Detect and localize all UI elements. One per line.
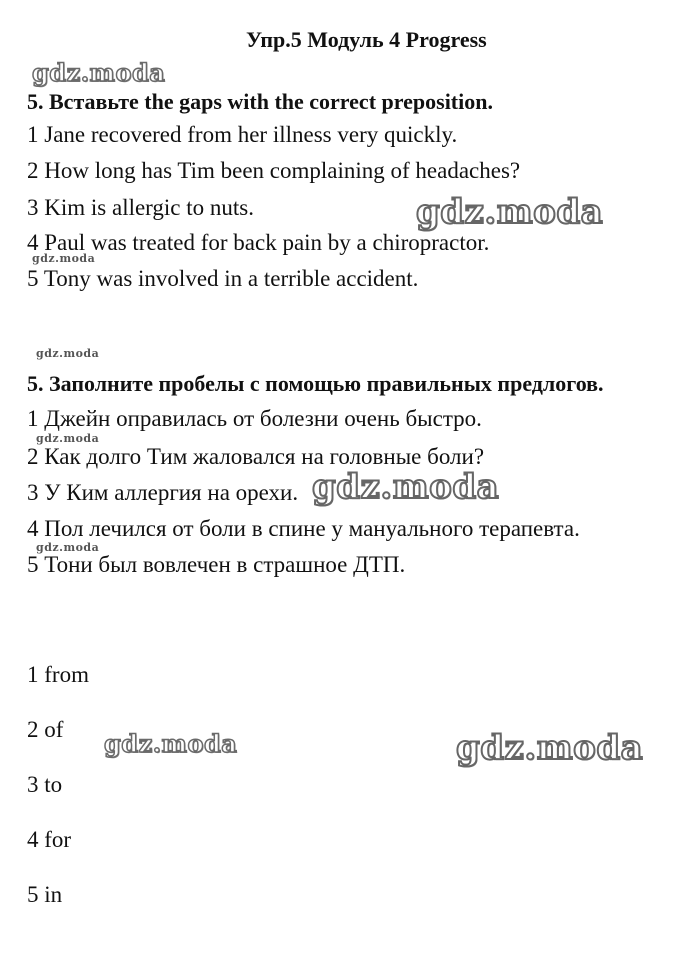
watermark-logo: gdz.moda bbox=[456, 728, 644, 768]
answer-3: 3 to bbox=[27, 772, 63, 797]
russian-line-2: 2 Как долго Тим жаловался на головные боли? bbox=[27, 444, 485, 469]
watermark-logo: gdz.moda bbox=[32, 58, 166, 87]
watermark-logo: gdz.moda bbox=[32, 252, 96, 265]
english-line-3: 3 Kim is allergic to nuts. bbox=[27, 195, 255, 220]
watermark-logo: gdz.moda bbox=[104, 729, 238, 758]
watermark-logo: gdz.moda bbox=[36, 541, 100, 554]
answer-2: 2 of bbox=[27, 717, 64, 742]
watermark-logo: gdz.moda bbox=[416, 192, 604, 232]
russian-line-5: 5 Тони был вовлечен в страшное ДТП. bbox=[27, 552, 406, 577]
watermark-logo: gdz.moda bbox=[312, 467, 500, 507]
answer-4: 4 for bbox=[27, 827, 72, 852]
english-line-1: 1 Jane recovered from her illness very quickly. bbox=[27, 122, 458, 147]
english-line-5: 5 Tony was involved in a terrible accident. bbox=[27, 266, 419, 291]
page-title: Упр.5 Модуль 4 Progress bbox=[246, 27, 487, 52]
russian-line-1: 1 Джейн оправилась от болезни очень быстро. bbox=[27, 406, 482, 431]
russian-line-3: 3 У Ким аллергия на орехи. bbox=[27, 480, 299, 505]
answer-5: 5 in bbox=[27, 882, 63, 907]
watermark-logo: gdz.moda bbox=[36, 432, 100, 445]
russian-line-4: 4 Пол лечился от боли в спине у мануального терапевта. bbox=[27, 516, 580, 541]
english-line-4: 4 Paul was treated for back pain by a chiropractor. bbox=[27, 230, 490, 255]
answer-1: 1 from bbox=[27, 662, 89, 687]
english-line-2: 2 How long has Tim been complaining of headaches? bbox=[27, 158, 521, 183]
watermark-logo: gdz.moda bbox=[36, 347, 100, 360]
russian-heading: 5. Заполните пробелы с помощью правильных предлогов. bbox=[27, 371, 604, 396]
english-heading: 5. Вставьте the gaps with the correct preposition. bbox=[27, 89, 493, 114]
